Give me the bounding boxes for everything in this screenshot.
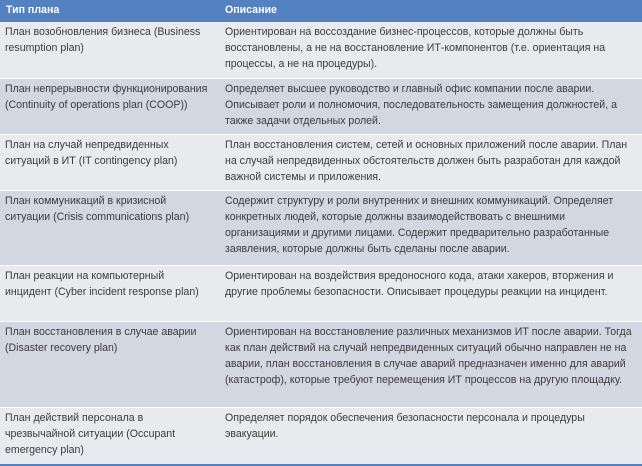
table-row (0, 190, 642, 265)
plan-type-cell: План непрерывности функционирования (Continuity of operations plan (COOP)) (0, 78, 215, 134)
table-row (0, 408, 642, 465)
table-row (0, 78, 642, 134)
plan-type-cell: План возобновления бизнеса (Business resumption plan) (0, 22, 215, 78)
plan-type-cell: План восстановления в случае аварии (Disaster recovery plan) (0, 322, 215, 408)
header-row (0, 0, 642, 22)
header-description: Описание (215, 0, 642, 22)
table-row (0, 134, 642, 190)
table-row (0, 22, 642, 78)
plan-description-cell: Ориентирован на воссоздание бизнес-процессов, которые должны быть восстановлены, а не на восстановление ИТ-компонентов (т.е. ориентация на процессы, а не на процедуры). (215, 22, 642, 78)
plan-description-cell: Ориентирован на воздействия вредоносного кода, атаки хакеров, вторжения и другие проблемы безопасности. Описывает процедуры реакции на инцидент. (215, 266, 642, 322)
table-header (0, 0, 642, 22)
plan-description-cell: План восстановления систем, сетей и основных приложений после аварии. План на случай непредвиденных обстоятельств должен быть разработан для каждой важной системы и приложения. (215, 134, 642, 190)
plan-type-cell: План коммуникаций в кризисной ситуации (Crisis communications plan) (0, 190, 215, 265)
header-plan-type: Тип плана (0, 0, 215, 22)
plan-type-cell: План на случай непредвиденных ситуаций в ИТ (IT contingency plan) (0, 134, 215, 190)
plan-description-cell: Содержит структуру и роли внутренних и внешних коммуникаций. Определяет конкретных людей, которые должны взаимодействовать с внешними организациями и другими лицами. Содержит предварительно разработанные заявления, которые должны быть сделаны после аварии. (215, 190, 642, 265)
plan-type-cell: План реакции на компьютерный инцидент (Cyber incident response plan) (0, 266, 215, 322)
table-body (0, 22, 642, 465)
table-row (0, 266, 642, 322)
table-row (0, 322, 642, 408)
plan-description-cell: Ориентирован на восстановление различных механизмов ИТ после аварии. Тогда как план действий на случай непредвиденных ситуаций обычно направлен не на аварии, план восстановления в случае аварий предназначен именно для аварий (катастроф), которые требуют перемещения ИТ процессов на другую площадку. (215, 322, 642, 408)
plan-description-cell: Определяет высшее руководство и главный офис компании после аварии. Описывает роли и полномочия, последовательность замещения должностей, а также задачи отдельных ролей. (215, 78, 642, 134)
plan-type-cell: План действий персонала в чрезвычайной ситуации (Occupant emergency plan) (0, 408, 215, 465)
plan-description-cell: Определяет порядок обеспечения безопасности персонала и процедуры эвакуации. (215, 408, 642, 465)
